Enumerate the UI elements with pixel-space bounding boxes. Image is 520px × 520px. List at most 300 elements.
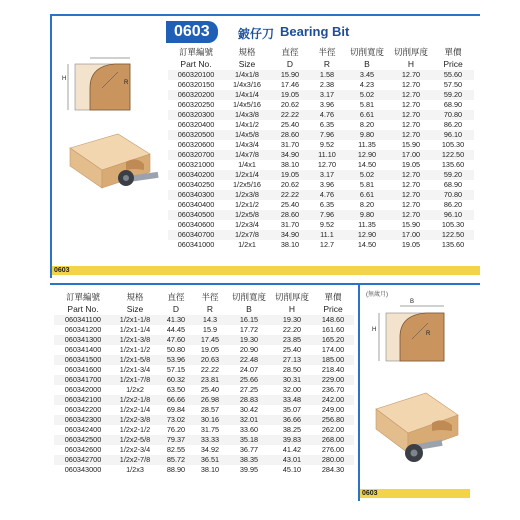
table-row-cell: 19.05 (200, 345, 220, 354)
table-row (54, 315, 354, 325)
table-row (168, 90, 474, 100)
table-row-cell: 60.32 (158, 375, 194, 385)
bottom-diagram-label-r: R (426, 331, 431, 337)
table-header-cn-cell: 直徑 (281, 47, 299, 57)
table-row-cell: 11.1 (310, 230, 344, 240)
table-row-cell: 12.70 (401, 120, 421, 129)
table-row (54, 465, 354, 475)
table-header-en-cell: D (172, 304, 180, 314)
table-row-cell: 30.31 (272, 375, 312, 385)
table-row-cell: 27.13 (272, 355, 312, 365)
top-spec-table (168, 46, 474, 250)
table-header-cn-cell: 訂單編號 (65, 292, 100, 302)
table-row-cell: 060320200 (168, 90, 224, 100)
table-row-cell: 12.70 (390, 90, 432, 100)
bottom-diagram-note: (無歲月) (366, 292, 388, 298)
table-row-cell: 060342500 (54, 435, 112, 445)
table-row-cell: 1/2x1-1/2 (119, 345, 151, 354)
table-row-cell: 12.70 (390, 110, 432, 120)
table-row-cell: 66.66 (158, 395, 194, 405)
top-panel (50, 14, 480, 278)
table-row (54, 325, 354, 335)
table-row-cell: 1.58 (310, 70, 344, 80)
table-row-cell: 53.96 (158, 355, 194, 365)
table-row-cell: 060341300 (54, 335, 112, 345)
table-row-cell: 262.00 (321, 425, 345, 434)
table-row-cell: 14.50 (357, 240, 377, 249)
table-row-cell: 12.70 (401, 180, 421, 189)
table-row-cell: 060340200 (168, 170, 224, 180)
table-row-cell: 38.10 (280, 160, 300, 169)
table-row-cell: 280.00 (312, 455, 354, 465)
table-header-en-cell: B (364, 59, 370, 69)
bottom-bit-photo (368, 375, 468, 475)
table-row-cell: 9.80 (344, 130, 390, 140)
table-row-cell: 44.45 (166, 325, 186, 334)
table-row-cell: 7.96 (310, 130, 344, 140)
table-row-cell: 22.22 (270, 110, 310, 120)
table-row (168, 100, 474, 110)
table-row-cell: 6.61 (344, 190, 390, 200)
table-row-cell: 20.62 (280, 100, 300, 109)
table-row-cell: 1/2x2 (126, 385, 144, 394)
table-row-cell: 105.30 (441, 220, 465, 229)
table-row-cell: 12.70 (390, 210, 432, 220)
table-row-cell: 236.70 (321, 385, 345, 394)
table-row (168, 180, 474, 190)
table-row-cell: 060342700 (54, 455, 112, 465)
table-row-cell: 161.60 (321, 325, 345, 334)
table-row-cell: 70.80 (432, 110, 474, 120)
table-row-cell: 11.35 (358, 220, 376, 229)
top-diagram-label-r: R (124, 80, 129, 86)
table-row-cell: 12.70 (390, 190, 432, 200)
table-row-cell: 12.90 (344, 150, 390, 160)
table-row-cell: 060320300 (168, 110, 224, 120)
table-row-cell: 86.20 (443, 120, 463, 129)
table-row-cell: 76.20 (166, 425, 186, 434)
table-row-cell: 11.35 (358, 140, 376, 149)
table-row-cell: 060342200 (64, 405, 102, 414)
table-row-cell: 59.20 (432, 170, 474, 180)
table-row-cell: 35.07 (282, 405, 302, 414)
table-row-cell: 36.51 (194, 455, 226, 465)
table-row-cell: 25.40 (280, 200, 300, 209)
table-row-cell: 20.62 (280, 180, 300, 189)
table-row-cell: 12.7 (319, 240, 335, 249)
table-row-cell: 060340250 (177, 180, 215, 189)
table-row-cell: 4.76 (310, 110, 344, 120)
table-row-cell: 5.02 (344, 170, 390, 180)
table-row (168, 130, 474, 140)
table-row-cell: 79.37 (158, 435, 194, 445)
table-row-cell: 85.72 (158, 455, 194, 465)
table-row-cell: 22.48 (226, 355, 272, 365)
table-row-cell: 4.76 (310, 190, 344, 200)
table-row-cell: 68.90 (443, 100, 463, 109)
table-row-cell: 060320100 (168, 70, 224, 80)
table-row-cell: 060321000 (177, 160, 215, 169)
table-row-cell: 19.05 (270, 90, 310, 100)
table-row-cell: 33.60 (239, 425, 259, 434)
bottom-panel (50, 283, 480, 501)
table-row-cell: 060320250 (177, 100, 215, 109)
table-row-cell: 060340400 (177, 200, 215, 209)
table-row-cell: 1/4x1 (238, 160, 256, 169)
table-row-cell: 060343000 (64, 465, 102, 474)
table-row (168, 140, 474, 150)
table-row-cell: 28.57 (200, 405, 220, 414)
table-row (168, 120, 474, 130)
bottom-diagram-label-b: B (410, 299, 415, 305)
table-header-en-cell: Price (323, 304, 343, 314)
bottom-panel-divider (358, 283, 360, 501)
table-header-en-cell: Size (126, 304, 144, 314)
table-row-cell: 30.42 (239, 405, 259, 414)
table-row-cell: 88.90 (166, 465, 186, 474)
table-row-cell: 1/4x3/16 (233, 80, 261, 89)
table-row-cell: 1/2x7/8 (224, 230, 270, 240)
table-header-cn-cell: 半徑 (318, 47, 336, 57)
table-row-cell: 22.22 (270, 190, 310, 200)
table-row-cell: 165.20 (312, 335, 354, 345)
top-bit-photo (64, 118, 162, 208)
table-row-cell: 9.52 (319, 140, 335, 149)
table-row-cell: 6.35 (319, 120, 335, 129)
table-row-cell: 32.01 (226, 415, 272, 425)
table-row (168, 70, 474, 80)
table-row-cell: 15.90 (401, 140, 421, 149)
table-row (168, 230, 474, 240)
table-row-cell: 268.00 (312, 435, 354, 445)
table-row-cell: 17.46 (280, 80, 300, 89)
table-header-en-cell: B (246, 304, 252, 314)
table-row-cell: 55.60 (432, 70, 474, 80)
table-row-cell: 68.90 (443, 180, 463, 189)
table-row-cell: 24.07 (239, 365, 259, 374)
table-row-cell: 19.05 (270, 170, 310, 180)
table-row-cell: 060320500 (168, 130, 224, 140)
table-row-cell: 1/2x1-3/8 (112, 335, 158, 345)
table-row-cell: 25.66 (226, 375, 272, 385)
table-row (54, 445, 354, 455)
table-row-cell: 32.00 (282, 385, 302, 394)
table-row-cell: 33.48 (272, 395, 312, 405)
table-row-cell: 15.90 (401, 220, 421, 229)
table-row-cell: 284.30 (321, 465, 345, 474)
table-header-cn (54, 291, 354, 303)
table-header-cn-cell: 訂單編號 (178, 47, 213, 57)
table-row-cell: 060342300 (54, 415, 112, 425)
table-row-cell: 5.81 (359, 180, 375, 189)
table-row-cell: 17.00 (390, 230, 432, 240)
table-header-en (54, 303, 354, 315)
table-header-cn-cell: 單價 (324, 292, 342, 302)
table-header-cn-cell: 單價 (444, 47, 462, 57)
top-title-en: Bearing Bit (280, 24, 350, 39)
table-row-cell: 20.63 (194, 355, 226, 365)
table-row-cell: 229.00 (312, 375, 354, 385)
table-row-cell: 38.25 (282, 425, 302, 434)
table-row-cell: 17.00 (390, 150, 432, 160)
table-header-en-cell: R (323, 59, 331, 69)
table-row-cell: 060341100 (54, 315, 112, 325)
table-row-cell: 242.00 (312, 395, 354, 405)
table-row-cell: 135.60 (441, 160, 465, 169)
table-row-cell: 19.30 (272, 315, 312, 325)
table-row-cell: 1/2x1-1/4 (119, 325, 151, 334)
table-row-cell: 28.83 (226, 395, 272, 405)
table-row-cell: 57.15 (166, 365, 186, 374)
table-row-cell: 27.25 (239, 385, 259, 394)
table-row-cell: 35.18 (226, 435, 272, 445)
table-row-cell: 59.20 (432, 90, 474, 100)
table-row-cell: 1/4x1/4 (224, 90, 270, 100)
top-footer-bar (52, 266, 480, 275)
table-row (54, 355, 354, 365)
table-row-cell: 060342400 (64, 425, 102, 434)
table-row-cell: 1/4x1/2 (235, 120, 259, 129)
table-row-cell: 22.20 (282, 325, 302, 334)
table-row-cell: 38.10 (200, 465, 220, 474)
table-row-cell: 1/4x7/8 (224, 150, 270, 160)
bottom-panel-border-top (50, 283, 480, 285)
table-header-cn-cell: 切削厚度 (274, 292, 309, 302)
table-row-cell: 41.42 (282, 445, 302, 454)
table-row (168, 220, 474, 230)
table-header-cn-cell: 切削寬度 (349, 47, 384, 57)
table-row-cell: 060340600 (177, 220, 215, 229)
table-row-cell: 26.98 (194, 395, 226, 405)
table-row-cell: 1/2x1/2 (235, 200, 259, 209)
table-row-cell: 12.70 (390, 170, 432, 180)
table-row-cell: 060320400 (177, 120, 215, 129)
table-row-cell: 4.23 (359, 80, 375, 89)
table-row-cell: 22.22 (200, 365, 220, 374)
table-row-cell: 12.70 (317, 160, 337, 169)
table-row-cell: 276.00 (321, 445, 345, 454)
table-header-en (168, 58, 474, 70)
table-row-cell: 1/4x3/8 (224, 110, 270, 120)
table-row-cell: 1/4x5/8 (224, 130, 270, 140)
table-row (168, 210, 474, 220)
table-row-cell: 122.50 (432, 230, 474, 240)
table-row-cell: 16.15 (226, 315, 272, 325)
table-row-cell: 122.50 (432, 150, 474, 160)
top-title-cn: 鈹仔刀 (238, 27, 275, 41)
table-row (54, 455, 354, 465)
table-row (168, 160, 474, 170)
table-row-cell: 47.60 (158, 335, 194, 345)
table-row-cell: 17.45 (194, 335, 226, 345)
table-row-cell: 8.20 (359, 200, 375, 209)
bottom-diagram-label-h: H (372, 327, 377, 333)
table-row (168, 200, 474, 210)
table-row-cell: 9.52 (319, 220, 335, 229)
table-row (54, 405, 354, 415)
table-row-cell: 17.72 (239, 325, 259, 334)
table-row-cell: 1/4x1/8 (224, 70, 270, 80)
table-row-cell: 7.96 (310, 210, 344, 220)
table-row-cell: 1/2x2-3/4 (119, 445, 151, 454)
table-row-cell: 6.35 (319, 200, 335, 209)
table-row (168, 80, 474, 90)
table-header-cn-cell: 切削寬度 (231, 292, 266, 302)
table-row-cell: 3.96 (319, 180, 335, 189)
table-row (54, 395, 354, 405)
table-row-cell: 105.30 (441, 140, 465, 149)
table-row-cell: 41.30 (158, 315, 194, 325)
table-header-en-cell: Part No. (67, 304, 99, 314)
top-panel-border-top (50, 14, 480, 16)
table-row-cell: 218.40 (321, 365, 345, 374)
table-row-cell: 23.81 (194, 375, 226, 385)
table-row (54, 345, 354, 355)
table-row-cell: 060341200 (64, 325, 102, 334)
table-row-cell: 148.60 (312, 315, 354, 325)
table-row-cell: 96.10 (432, 130, 474, 140)
table-row-cell: 25.40 (200, 385, 220, 394)
table-row-cell: 19.05 (401, 160, 421, 169)
table-row-cell: 96.10 (432, 210, 474, 220)
table-row-cell: 1/2x1 (238, 240, 256, 249)
table-header-cn-cell: 直徑 (167, 292, 185, 302)
table-row-cell: 1/2x3/4 (235, 220, 259, 229)
table-row-cell: 5.81 (359, 100, 375, 109)
table-row-cell: 5.02 (344, 90, 390, 100)
table-row-cell: 14.50 (357, 160, 377, 169)
table-row-cell: 060341700 (54, 375, 112, 385)
table-row-cell: 28.50 (282, 365, 302, 374)
table-row-cell: 12.70 (401, 100, 421, 109)
table-header-en-cell: Price (443, 59, 463, 69)
table-row-cell: 1/4x3/4 (235, 140, 259, 149)
table-row-cell: 20.90 (239, 345, 259, 354)
table-row-cell: 1/2x2-7/8 (112, 455, 158, 465)
table-row-cell: 185.00 (312, 355, 354, 365)
table-row-cell: 12.70 (390, 130, 432, 140)
table-header-en-cell: R (206, 304, 214, 314)
table-row-cell: 9.80 (344, 210, 390, 220)
table-row-cell: 12.70 (401, 200, 421, 209)
table-row-cell: 23.85 (272, 335, 312, 345)
table-row-cell: 86.20 (443, 200, 463, 209)
table-row-cell: 060341000 (177, 240, 215, 249)
table-row-cell: 39.95 (239, 465, 259, 474)
table-row-cell: 33.33 (194, 435, 226, 445)
table-row-cell: 1/2x1-5/8 (112, 355, 158, 365)
table-row-cell: 1/2x3/8 (224, 190, 270, 200)
table-row (168, 150, 474, 160)
table-row-cell: 060341600 (64, 365, 102, 374)
table-row-cell: 19.05 (401, 240, 421, 249)
table-row-cell: 2.38 (319, 80, 335, 89)
table-row-cell: 1/2x1-1/8 (112, 315, 158, 325)
table-row-cell: 060320150 (177, 80, 215, 89)
table-row-cell: 31.70 (280, 140, 300, 149)
top-panel-border (50, 14, 52, 278)
table-row-cell: 6.61 (344, 110, 390, 120)
table-row (54, 425, 354, 435)
table-row-cell: 25.40 (282, 345, 302, 354)
table-row-cell: 060341500 (54, 355, 112, 365)
table-row-cell: 1/2x1/4 (224, 170, 270, 180)
table-row-cell: 060340300 (168, 190, 224, 200)
table-row-cell: 060341400 (64, 345, 102, 354)
top-diagram-label-h: H (62, 76, 67, 82)
table-row-cell: 34.90 (270, 230, 310, 240)
table-row (168, 110, 474, 120)
top-section-code: 0603 (166, 21, 218, 43)
table-header-cn-cell: 切削厚度 (393, 47, 428, 57)
bottom-footer-code: 0603 (362, 490, 378, 497)
table-row-cell: 15.90 (270, 70, 310, 80)
table-row-cell: 060342000 (64, 385, 102, 394)
table-row-cell: 19.30 (226, 335, 272, 345)
bottom-profile-diagram (370, 299, 466, 369)
table-row-cell: 15.9 (202, 325, 218, 334)
table-row-cell: 060342600 (64, 445, 102, 454)
table-row-cell: 69.84 (166, 405, 186, 414)
table-row-cell: 1/2x5/8 (224, 210, 270, 220)
table-row (54, 435, 354, 445)
table-row-cell: 1/2x2-1/4 (119, 405, 151, 414)
table-row-cell: 1/2x5/16 (233, 180, 261, 189)
table-row-cell: 060340500 (168, 210, 224, 220)
table-row-cell: 3.96 (319, 100, 335, 109)
table-row-cell: 11.10 (310, 150, 344, 160)
table-row-cell: 12.70 (390, 70, 432, 80)
table-header-en-cell: H (288, 304, 296, 314)
table-row-cell: 73.02 (158, 415, 194, 425)
table-row (54, 385, 354, 395)
table-row-cell: 12.70 (401, 80, 421, 89)
table-row-cell: 70.80 (432, 190, 474, 200)
table-row-cell: 28.60 (270, 210, 310, 220)
table-row-cell: 3.45 (344, 70, 390, 80)
table-row-cell: 36.77 (239, 445, 259, 454)
table-row-cell: 50.80 (166, 345, 186, 354)
table-header-en-cell: Part No. (180, 59, 212, 69)
table-row-cell: 1/2x2-1/8 (112, 395, 158, 405)
table-row-cell: 1/2x1-3/4 (119, 365, 151, 374)
table-row (54, 415, 354, 425)
table-row-cell: 57.50 (443, 80, 463, 89)
table-row (168, 170, 474, 180)
table-row-cell: 3.17 (310, 90, 344, 100)
table-header-cn-cell: 半徑 (201, 292, 219, 302)
table-row-cell: 39.83 (272, 435, 312, 445)
table-row-cell: 34.92 (200, 445, 220, 454)
table-row-cell: 43.01 (272, 455, 312, 465)
table-row-cell: 135.60 (441, 240, 465, 249)
table-row-cell: 28.60 (270, 130, 310, 140)
table-header-en-cell: D (286, 59, 294, 69)
table-row-cell: 38.10 (280, 240, 300, 249)
table-row-cell: 1/2x2-5/8 (112, 435, 158, 445)
table-row-cell: 12.90 (344, 230, 390, 240)
table-row (168, 240, 474, 250)
top-profile-diagram (60, 48, 160, 118)
table-row-cell: 060340700 (168, 230, 224, 240)
table-header-en-cell: H (407, 59, 415, 69)
table-row (54, 365, 354, 375)
table-row-cell: 31.75 (200, 425, 220, 434)
table-row-cell: 256.80 (312, 415, 354, 425)
table-row-cell: 63.50 (166, 385, 186, 394)
table-row-cell: 38.35 (226, 455, 272, 465)
table-row-cell: 3.17 (310, 170, 344, 180)
